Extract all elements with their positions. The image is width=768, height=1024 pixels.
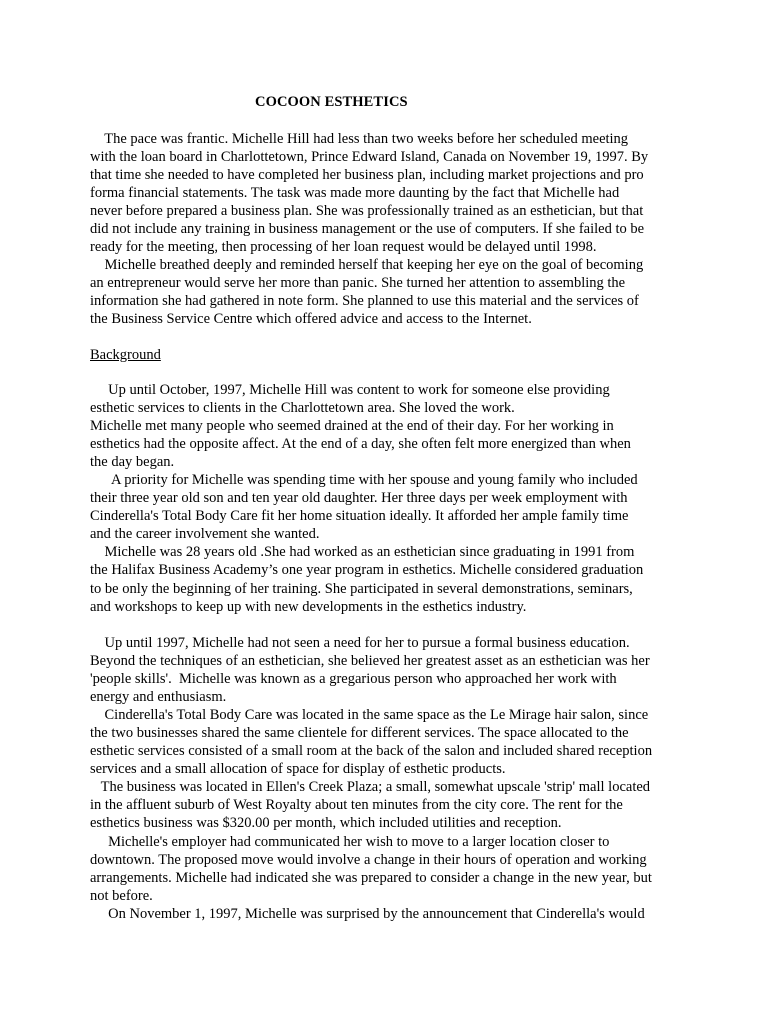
text-line: that time she needed to have completed her business plan, including market projections and pro <box>90 167 644 184</box>
text-line: energy and enthusiasm. <box>90 689 227 706</box>
text-line: the Business Service Centre which offered advice and access to the Internet. <box>90 311 532 328</box>
text-line: Up until October, 1997, Michelle Hill was content to work for someone else providing <box>90 382 610 398</box>
document-title: COCOON ESTHETICS <box>255 94 408 110</box>
background-paragraphs-part-1 <box>90 381 690 616</box>
text-line: the day began. <box>90 454 175 471</box>
text-line: information she had gathered in note form. She planned to use this material and the services of <box>90 293 639 310</box>
text-line: forma financial statements. The task was made more daunting by the fact that Michelle had <box>90 185 620 202</box>
text-line: On November 1, 1997, Michelle was surprised by the announcement that Cinderella's would <box>90 905 645 922</box>
text-line: with the loan board in Charlottetown, Prince Edward Island, Canada on November 19, 1997. By <box>90 149 649 166</box>
text-line: Michelle was 28 years old .She had worked as an esthetician since graduating in 1991 from <box>90 544 635 561</box>
text-line: the two businesses shared the same clientele for different services. The space allocated to the <box>90 725 629 742</box>
text-line: in the affluent suburb of West Royalty about ten minutes from the city core. The rent for the <box>90 797 623 814</box>
text-line: to be only the beginning of her training. She participated in several demonstrations, seminars, <box>90 580 633 597</box>
text-line: The pace was frantic. Michelle Hill had less than two weeks before her scheduled meeting <box>90 131 629 147</box>
text-line: services and a small allocation of space for display of esthetic products. <box>90 761 506 778</box>
text-line: arrangements. Michelle had indicated she was prepared to consider a change in the new year, but <box>90 869 652 886</box>
text-line: never before prepared a business plan. She was professionally trained as an esthetician, but that <box>90 203 644 220</box>
text-line: the Halifax Business Academy’s one year program in esthetics. Michelle considered graduation <box>90 562 644 579</box>
text-line: Up until 1997, Michelle had not seen a need for her to pursue a formal business education. <box>90 635 630 651</box>
text-line: Michelle breathed deeply and reminded herself that keeping her eye on the goal of becoming <box>90 257 644 274</box>
text-line: an entrepreneur would serve her more than panic. She turned her attention to assembling the <box>90 275 626 292</box>
text-line: downtown. The proposed move would involve a change in their hours of operation and working <box>90 851 647 868</box>
text-line: their three year old son and ten year old daughter. Her three days per week employment with <box>90 490 628 507</box>
text-line: and the career involvement she wanted. <box>90 526 320 543</box>
text-line: 'people skills'. Michelle was known as a gregarious person who approached her work with <box>90 671 617 688</box>
text-line: Michelle met many people who seemed drained at the end of their day. For her working in <box>90 418 614 435</box>
text-line: Cinderella's Total Body Care was located in the same space as the Le Mirage hair salon, since <box>90 707 649 724</box>
text-line: Cinderella's Total Body Care fit her home situation ideally. It afforded her ample family time <box>90 508 629 525</box>
text-line: did not include any training in business management or the use of computers. If she failed to be <box>90 221 645 238</box>
background-paragraphs-part-2 <box>90 634 690 923</box>
section-heading-background: Background <box>90 347 161 363</box>
text-line: A priority for Michelle was spending time with her spouse and young family who included <box>90 472 638 489</box>
text-line: The business was located in Ellen's Creek Plaza; a small, somewhat upscale 'strip' mall located <box>90 779 651 796</box>
intro-paragraphs <box>90 130 690 329</box>
text-line: esthetics had the opposite affect. At the end of a day, she often felt more energized than when <box>90 436 631 453</box>
text-line: and workshops to keep up with new developments in the esthetics industry. <box>90 598 527 615</box>
text-line: esthetics business was $320.00 per month, which included utilities and reception. <box>90 815 562 832</box>
text-line: ready for the meeting, then processing of her loan request would be delayed until 1998. <box>90 239 597 256</box>
text-line: not before. <box>90 887 153 904</box>
text-line: esthetic services to clients in the Charlottetown area. She loved the work. <box>90 400 515 417</box>
text-line: Beyond the techniques of an esthetician, she believed her greatest asset as an esthetician was her <box>90 653 650 670</box>
text-line: esthetic services consisted of a small room at the back of the salon and included shared reception <box>90 743 653 760</box>
text-line: Michelle's employer had communicated her wish to move to a larger location closer to <box>90 833 610 850</box>
